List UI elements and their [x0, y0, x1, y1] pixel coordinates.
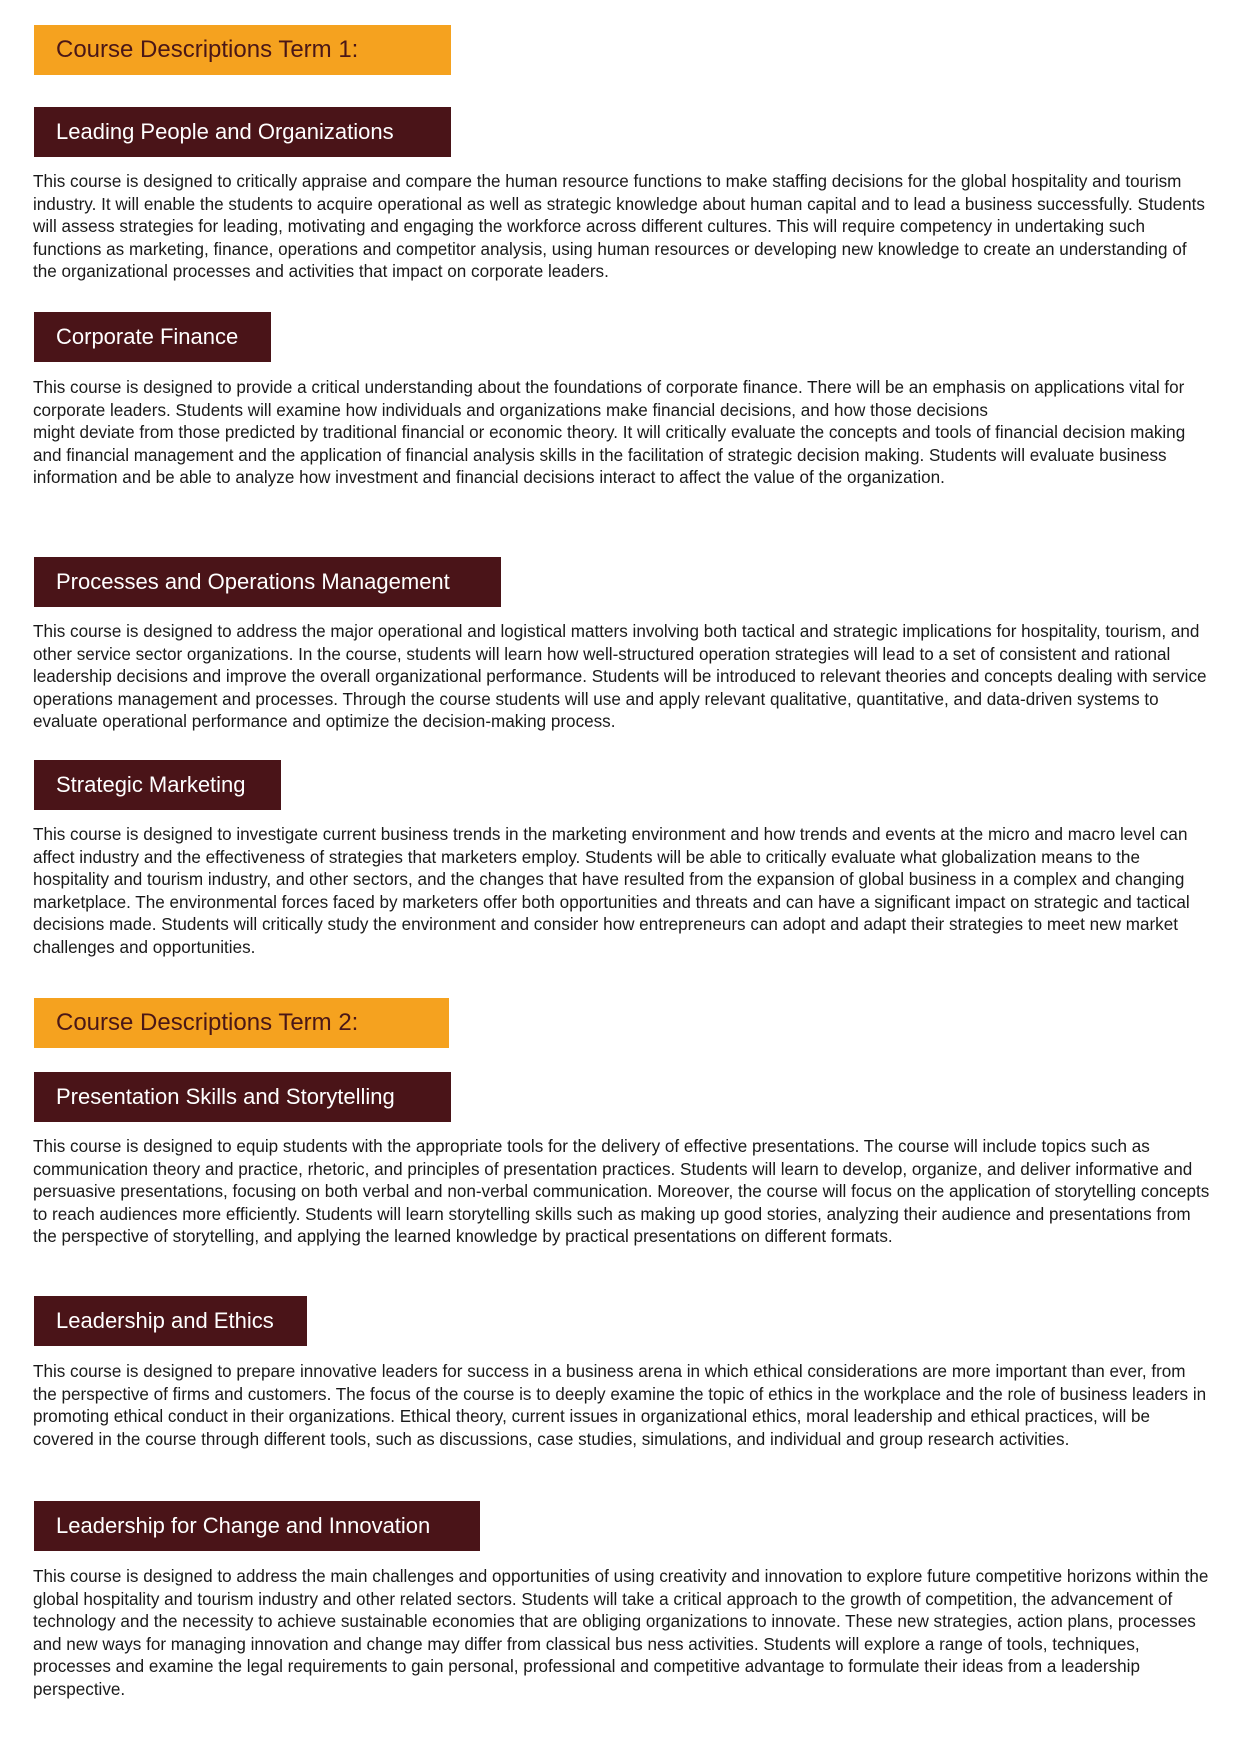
term-1-header — [34, 25, 451, 75]
term-2-title: Course Descriptions Term 2: — [56, 1009, 359, 1036]
course-title: Corporate Finance — [56, 324, 239, 349]
course-title: Processes and Operations Management — [56, 569, 450, 594]
term-1-title: Course Descriptions Term 1: — [56, 36, 359, 63]
course-header-leadership-change-innovation — [34, 1501, 480, 1551]
course-description-presentation-skills: This course is designed to equip students with the appropriate tools for the delivery of effective presentations. The course will include topics such as communication theory and practice, rhetoric, and principles of presentation practices. Students will learn to develop, organize, and deliver informative and persuasive presentations, focusing on both verbal and non-verbal communication. Moreover, the course will focus on the application of storytelling concepts to reach audiences more efficiently. Students will learn storytelling skills such as making up good stories, analyzing their audience and presentations from the perspective of storytelling, and applying the learned knowledge by practical presentations on different formats. — [33, 1137, 1210, 1247]
course-header-strategic-marketing — [34, 760, 281, 810]
course-description-leadership-change-innovation: This course is designed to address the main challenges and opportunities of using creativity and innovation to explore future competitive horizons within the global hospitality and tourism industry and other related sectors. Students will take a critical approach to the growth of competition, the advancement of technology and the necessity to achieve sustainable economies that are obliging organizations to innovate. These new strategies, action plans, processes and new ways for managing innovation and change may differ from classical bus ness activities. Students will explore a range of tools, techniques, processes and examine the legal requirements to gain personal, professional and competitive advantage to formulate their ideas from a leadership perspective. — [33, 1567, 1209, 1699]
course-header-leadership-ethics — [34, 1296, 307, 1346]
course-title: Presentation Skills and Storytelling — [56, 1084, 395, 1109]
course-header-presentation-skills — [34, 1072, 451, 1122]
course-title: Leadership for Change and Innovation — [56, 1513, 431, 1538]
course-title: Leadership and Ethics — [56, 1308, 274, 1333]
course-header-corporate-finance — [34, 312, 271, 362]
course-header-processes-operations — [34, 557, 501, 607]
course-description-leading-people: This course is designed to critically appraise and compare the human resource functions to make staffing decisions for the global hospitality and tourism industry. It will enable the students to acquire operational as well as strategic knowledge about human capital and to lead a business successfully. Students will assess strategies for leading, motivating and engaging the workforce across different cultures. This will require competency in undertaking such functions as marketing, finance, operations and competitor analysis, using human resources or developing new knowledge to create an understanding of the organizational processes and activities that impact on corporate leaders. — [33, 172, 1205, 282]
course-title: Strategic Marketing — [56, 772, 246, 797]
course-description-part: This course is designed to provide a critical understanding about the foundations of corporate finance. There will be an emphasis on applications vital for corporate leaders. Students will examine how individuals and organizations make financial decisions, and how those decisions — [33, 378, 1185, 420]
term-2-header — [34, 998, 449, 1048]
course-title: Leading People and Organizations — [56, 119, 394, 144]
course-header-leading-people — [34, 107, 451, 157]
course-description-strategic-marketing: This course is designed to investigate current business trends in the marketing environment and how trends and events at the micro and macro level can affect industry and the effectiveness of strategies that marketers employ. Students will be able to critically evaluate what globalization means to the hospitality and tourism industry, and other sectors, and the changes that have resulted from the expansion of global business in a complex and changing marketplace. The environmental forces faced by marketers offer both opportunities and threats and can have a significant impact on strategic and tactical decisions made. Students will critically study the environment and consider how entrepreneurs can adopt and adapt their strategies to meet new market challenges and opportunities. — [33, 825, 1190, 957]
course-description-corporate-finance — [33, 377, 1213, 490]
course-description-part: might deviate from those predicted by traditional financial or economic theory. It will critically evaluate the concepts and tools of financial decision making and financial management and the application of financial analysis skills in the facilitation of strategic decision making. Students will evaluate business information and be able to analyze how investment and financial decisions interact to affect the value of the organization. — [33, 423, 1186, 488]
course-description-processes-operations: This course is designed to address the major operational and logistical matters involving both tactical and strategic implications for hospitality, tourism, and other service sector organizations. In the course, students will learn how well-structured operation strategies will lead to a set of consistent and rational leadership decisions and improve the overall organizational performance. Students will be introduced to relevant theories and concepts dealing with service operations management and processes. Through the course students will use and apply relevant qualitative, quantitative, and data-driven systems to evaluate operational performance and optimize the decision-making process. — [33, 622, 1207, 732]
course-description-leadership-ethics: This course is designed to prepare innovative leaders for success in a business arena in which ethical considerations are more important than ever, from the perspective of firms and customers. The focus of the course is to deeply examine the topic of ethics in the workplace and the role of business leaders in promoting ethical conduct in their organizations. Ethical theory, current issues in organizational ethics, moral leadership and ethical practices, will be covered in the course through different tools, such as discussions, case studies, simulations, and individual and group research activities. — [33, 1362, 1207, 1449]
